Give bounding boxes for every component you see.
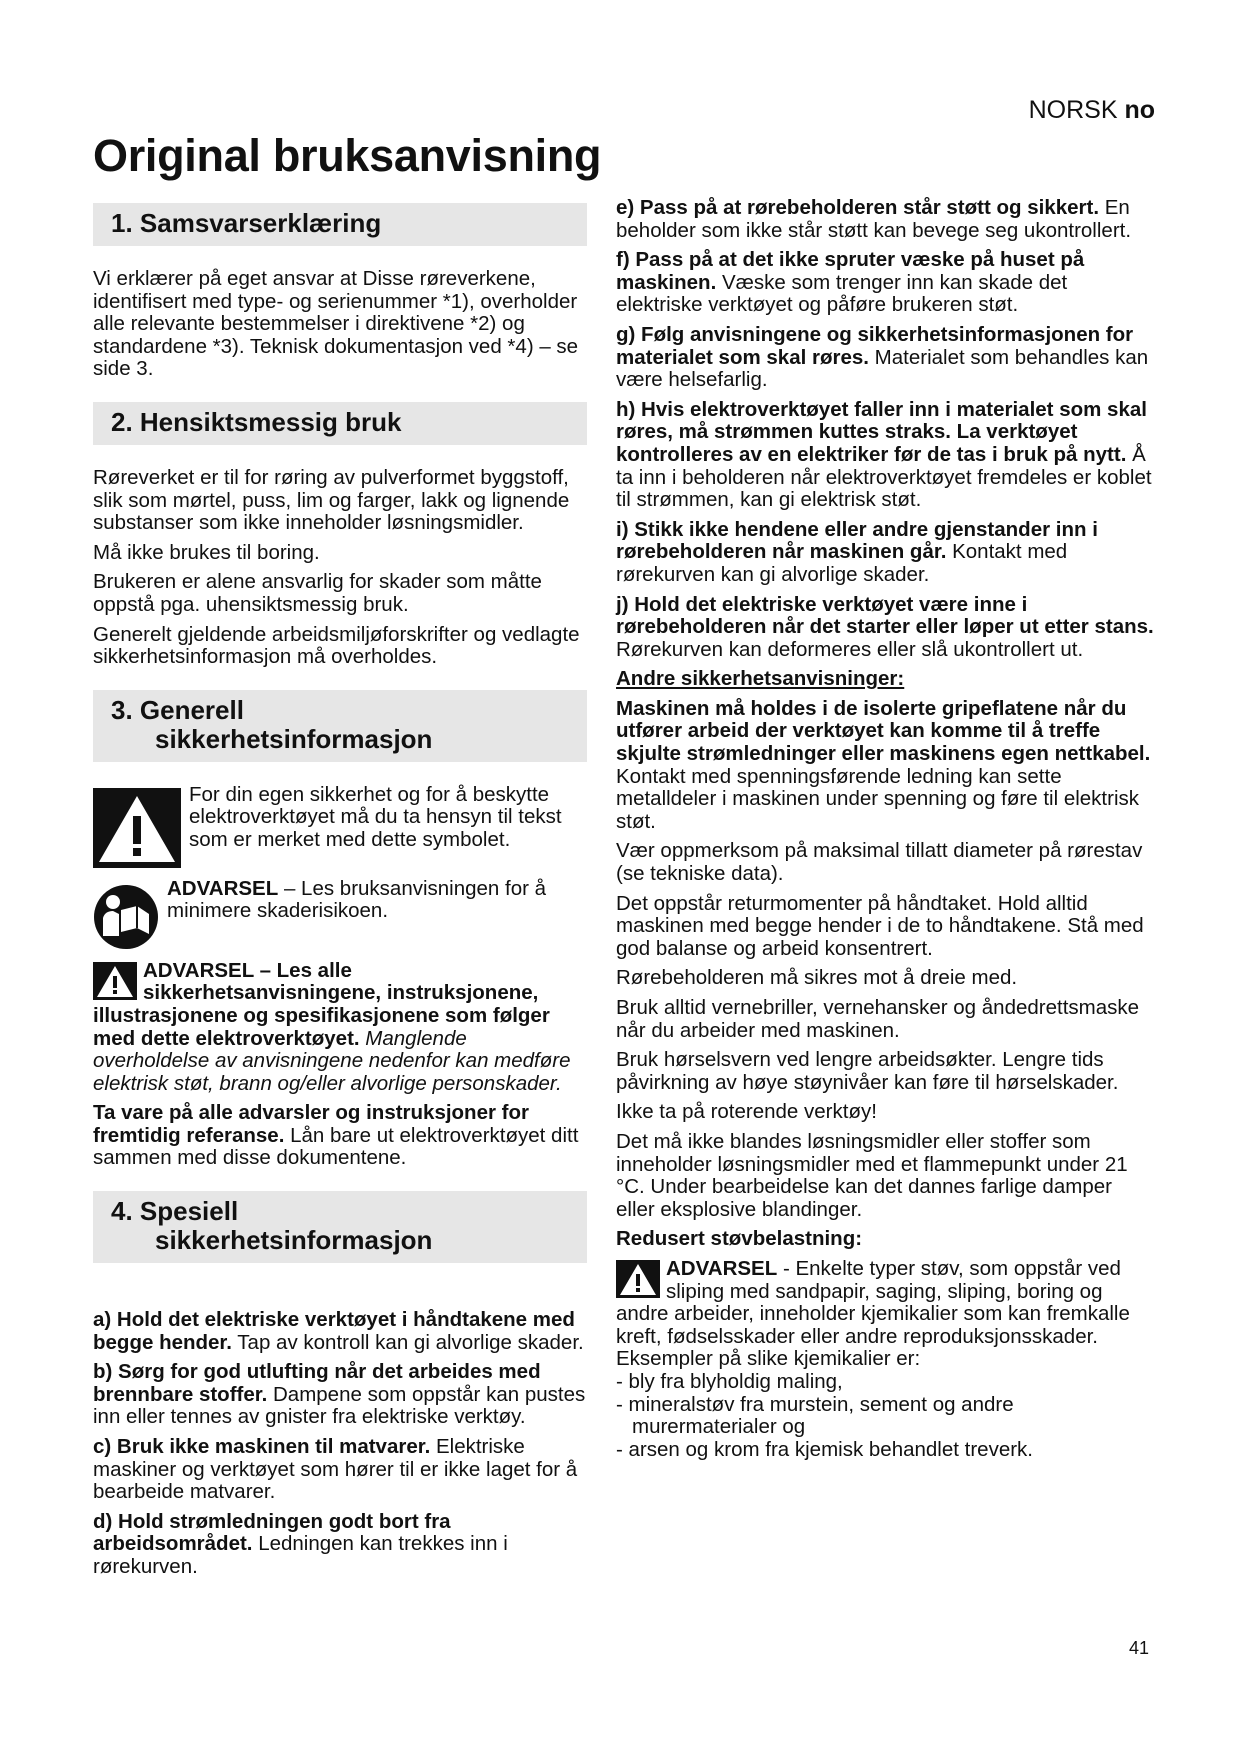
dust-list-item-4: - arsen og krom fra kjemisk behandlet treverk. bbox=[616, 1437, 1033, 1461]
general-warning bbox=[93, 960, 587, 1096]
section-3-title-b: sikkerhetsinformasjon bbox=[155, 723, 433, 754]
warning-triangle-icon bbox=[93, 788, 181, 868]
section-2-heading: 2. Hensiktsmessig bruk bbox=[93, 402, 587, 445]
read-manual-icon bbox=[93, 884, 159, 950]
language-code: no bbox=[1124, 96, 1155, 124]
left-column bbox=[93, 203, 587, 1586]
rule-d: d) Hold strømledningen godt bort fra arbeidsområdet. Ledningen kan trekkes inn i rørekurven. bbox=[93, 1509, 508, 1578]
dust-list-item-1: - bly fra blyholdig maling, bbox=[616, 1369, 843, 1393]
dust-heading: Redusert støvbelastning: bbox=[616, 1227, 863, 1251]
section-4-title-a: 4. Spesiell bbox=[111, 1196, 239, 1227]
other-rule-7: Ikke ta på roterende verktøy! bbox=[616, 1100, 877, 1124]
read-manual-warning bbox=[93, 878, 587, 950]
other-rule-2: Vær oppmerksom på maksimal tillatt diameter på rørestav (se tekniske data). bbox=[616, 839, 1143, 886]
rule-j: j) Hold det elektriske verktøyet være inne i rørebeholderen når det starter eller løper ut etter stans. Rørekurven kan deformeres eller slå ukontrollert ut. bbox=[616, 592, 1154, 661]
keep-instructions: Ta vare på alle advarsler og instruksjoner for fremtidig referanse. Lån bare ut elektroverktøyet ditt sammen med disse dokumentene. bbox=[93, 1101, 579, 1170]
section-3-title-a: 3. Generell bbox=[111, 694, 244, 725]
general-warning-italic: Manglende overholdelse av anvisningene nedenfor kan medføre elektrisk støt, brann og/eller alvorlige personskader. bbox=[93, 1026, 571, 1095]
right-column bbox=[616, 197, 1156, 1461]
other-rule-4: Rørebeholderen må sikres mot å dreie med. bbox=[616, 966, 1018, 990]
section-4-title-b: sikkerhetsinformasjon bbox=[155, 1225, 433, 1256]
section-2-para-4: Generelt gjeldende arbeidsmiljøforskrifter og vedlagte sikkerhetsinformasjon må overholdes. bbox=[93, 622, 580, 669]
section-2-para-2: Må ikke brukes til boring. bbox=[93, 540, 320, 564]
page-title: Original bruksanvisning bbox=[93, 130, 602, 181]
rule-i: i) Stikk ikke hendene eller andre gjenstander inn i rørebeholderen når maskinen går. Kontakt med rørekurven kan gi alvorlige skader. bbox=[616, 517, 1098, 586]
section-2-para-1: Røreverket er til for røring av pulverformet byggstoff, slik som mørtel, puss, lim og farger, lakk og lignende substanser som ikke inneholder løsningsmidler. bbox=[93, 465, 570, 535]
section-1-heading: 1. Samsvarserklæring bbox=[93, 203, 587, 246]
language-label bbox=[1029, 96, 1155, 125]
section-4-heading bbox=[93, 1191, 587, 1263]
page-number: 41 bbox=[1128, 1638, 1149, 1658]
language-name: NORSK bbox=[1028, 96, 1118, 124]
other-safety-heading: Andre sikkerhetsanvisninger: bbox=[616, 667, 905, 691]
rule-f: f) Pass på at det ikke spruter væske på huset på maskinen. Væske som trenger inn kan skade det elektriske verktøyet og påføre brukeren støt. bbox=[616, 248, 1085, 317]
rule-a: a) Hold det elektriske verktøyet i håndtakene med begge hender. Tap av kontroll kan gi alvorlige skader. bbox=[93, 1308, 584, 1354]
symbol-note bbox=[93, 784, 587, 868]
other-rule-3: Det oppstår returmomenter på håndtaket. Hold alltid maskinen med begge hender i de to håndtakene. Stå med god balanse og arbeid konsentrert. bbox=[616, 891, 1144, 960]
warning-triangle-small-icon bbox=[93, 962, 137, 1000]
other-rule-6: Bruk hørselsvern ved lengre arbeidsøkter. Lengre tids påvirkning av høye støynivåer kan føre til hørselskader. bbox=[616, 1048, 1119, 1094]
section-3-heading bbox=[93, 690, 587, 762]
dust-warning: ADVARSEL - Enkelte typer støv, som oppstår ved sliping med sandpapir, saging, sliping, boring og andre arbeider, inneholder kjemikalier som kan fremkalle kreft, fødselsskader eller andre reproduksjonsskader. Eksempler på slike kjemikalier er: bbox=[616, 1256, 1130, 1371]
rule-b: b) Sørg for god utlufting når det arbeides med brennbare stoffer. Dampene som oppstår kan pustes inn eller tennes av gnister fra elektriske verktøy. bbox=[93, 1360, 586, 1429]
dust-list-item-2: - mineralstøv fra murstein, sement og andre bbox=[616, 1392, 1014, 1416]
dust-list-item-3: murermaterialer og bbox=[632, 1415, 806, 1439]
other-rule-5: Bruk alltid vernebriller, vernehansker og åndedrettsmaske når du arbeider med maskinen. bbox=[616, 996, 1140, 1042]
other-rule-8: Det må ikke blandes løsningsmidler eller stoffer som inneholder løsningsmidler med et flammepunkt under 21 °C. Under bearbeidelse kan det dannes farlige damper eller eksplosive blandinger. bbox=[616, 1129, 1128, 1221]
general-warning-bold: ADVARSEL – Les alle sikkerhetsanvisningene, instruksjonene, illustrasjonene og spesifikasjonene som følger med dette elektroverktøyet. bbox=[93, 958, 550, 1050]
section-2-para-3: Brukeren er alene ansvarlig for skader som måtte oppstå pga. uhensiktsmessig bruk. bbox=[93, 570, 542, 616]
other-rule-1: Maskinen må holdes i de isolerte gripeflatene når du utfører arbeid der verktøyet kan komme til å treffe skjulte strømledninger eller maskinens egen nettkabel. Kontakt med spenningsførende ledning kan sette metalldeler i maskinen under spenning og føre til elektrisk støt. bbox=[616, 696, 1151, 833]
rule-c: c) Bruk ikke maskinen til matvarer. Elektriske maskiner og verktøyet som hører til er ikke laget for å bearbeide matvarer. bbox=[93, 1435, 578, 1504]
symbol-note-text: For din egen sikkerhet og for å beskytte elektroverktøyet må du ta hensyn til tekst som er merket med dette symbolet. bbox=[189, 782, 562, 851]
rule-h: h) Hvis elektroverktøyet faller inn i materialet som skal røres, må strømmen kuttes straks. La verktøyet kontrolleres av en elektriker før de tas i bruk på nytt. Å ta inn i beholderen når elektroverktøyet fremdeles er koblet til strømmen, kan gi elektrisk støt. bbox=[616, 397, 1152, 512]
section-1-text: Vi erklærer på eget ansvar at Disse røreverkene, identifisert med type- og serienummer *1), overholder alle relevante bestemmelser i direktivene *2) og standardene *3). Teknisk dokumentasjon ved *4) – se side 3. bbox=[93, 267, 579, 381]
rule-g: g) Følg anvisningene og sikkerhetsinformasjonen for materialet som skal røres. Materialet som behandles kan være helsefarlig. bbox=[616, 322, 1149, 392]
dust-warning-triangle-icon bbox=[616, 1260, 660, 1298]
read-manual-text: ADVARSEL – Les bruksanvisningen for å minimere skaderisikoen. bbox=[167, 876, 547, 923]
rule-e: e) Pass på at rørebeholderen står støtt og sikkert. En beholder som ikke står støtt kan bevege seg ukontrollert. bbox=[616, 196, 1132, 242]
